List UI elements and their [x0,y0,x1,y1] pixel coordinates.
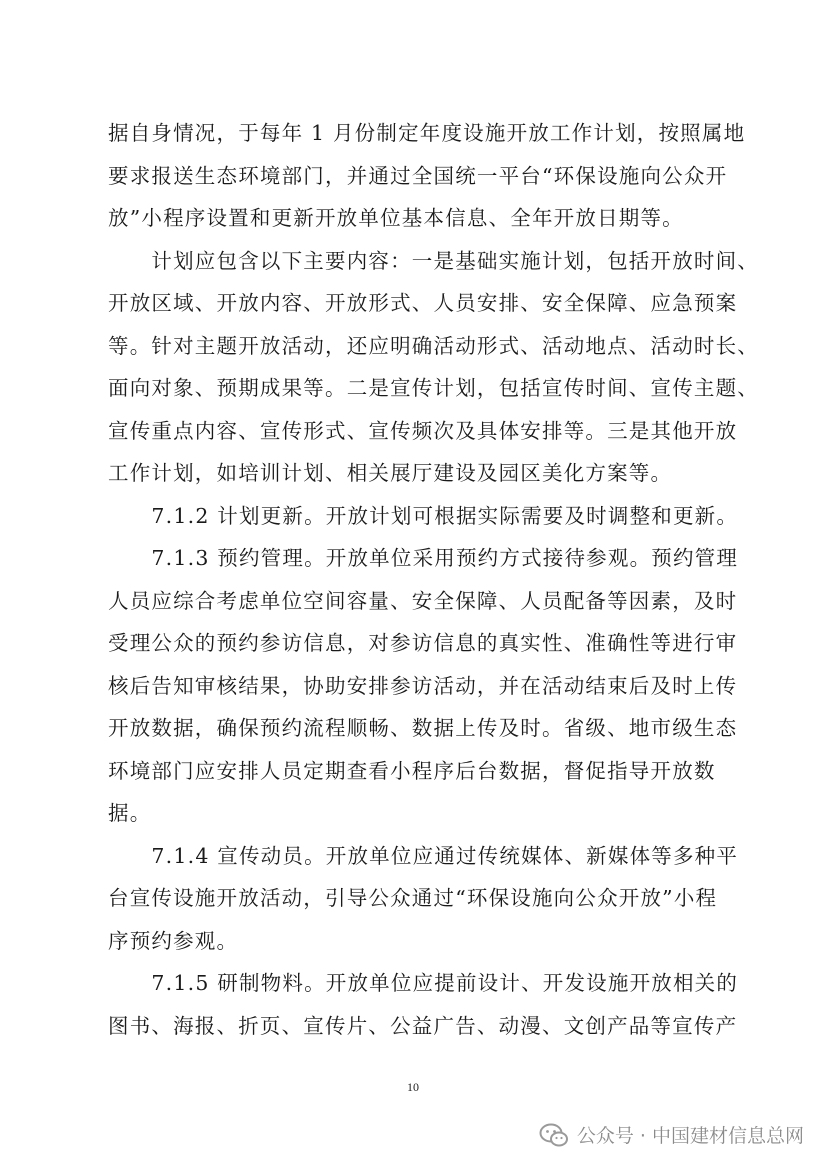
text-line: 据自身情况，于每年 1 月份制定年度设施开放工作计划，按照属地 [108,121,746,145]
text-line: 宣传重点内容、宣传形式、宣传频次及具体安排等。三是其他开放 [108,418,738,443]
text-line: 7.1.4 宣传动员。开放单位应通过传统媒体、新媒体等多种平 [108,843,739,868]
watermark [539,1121,804,1148]
page-number: 10 [407,1080,419,1094]
text-line: 核后告知审核结果，协助安排参访活动，并在活动结束后及时上传 [108,673,738,698]
text-line: 等。针对主题开放活动，还应明确活动形式、活动地点、活动时长、 [108,333,759,358]
text-line: 7.1.3 预约管理。开放单位采用预约方式接待参观。预约管理 [108,546,739,570]
text-line: 人员应综合考虑单位空间容量、安全保障、人员配备等因素，及时 [108,588,738,613]
text-line: 序预约参观。 [108,928,239,953]
text-line: 放”小程序设置和更新开放单位基本信息、全年开放日期等。 [108,206,684,230]
text-line: 环境部门应安排人员定期查看小程序后台数据，督促指导开放数 [108,758,716,783]
text-line: 工作计划，如培训计划、相关展厅建设及园区美化方案等。 [108,461,673,485]
text-line: 要求报送生态环境部门，并通过全国统一平台“环保设施向公众开 [108,163,728,188]
text-line: 开放区域、开放内容、开放形式、人员安排、安全保障、应急预案 [108,291,738,315]
body-text [108,112,759,1047]
text-line: 据。 [108,801,152,825]
text-line: 受理公众的预约参访信息，对参访信息的真实性、准确性等进行审 [108,631,738,655]
text-line: 开放数据，确保预约流程顺畅、数据上传及时。省级、地市级生态 [108,716,738,740]
text-line: 7.1.2 计划更新。开放计划可根据实际需要及时调整和更新。 [108,503,739,528]
text-line: 图书、海报、折页、宣传片、公益广告、动漫、文创产品等宣传产 [108,1013,738,1038]
text-line: 台宣传设施开放活动，引导公众通过“环保设施向公众开放”小程 [108,886,718,910]
wechat-icon [539,1122,569,1148]
text-line: 计划应包含以下主要内容：一是基础实施计划，包括开放时间、 [108,248,759,273]
watermark-text: 公众号 · 中国建材信息总网 [576,1125,804,1147]
text-line: 面向对象、预期成果等。二是宣传计划，包括宣传时间、宣传主题、 [108,376,759,400]
text-line: 7.1.5 研制物料。开放单位应提前设计、开发设施开放相关的 [108,971,739,995]
